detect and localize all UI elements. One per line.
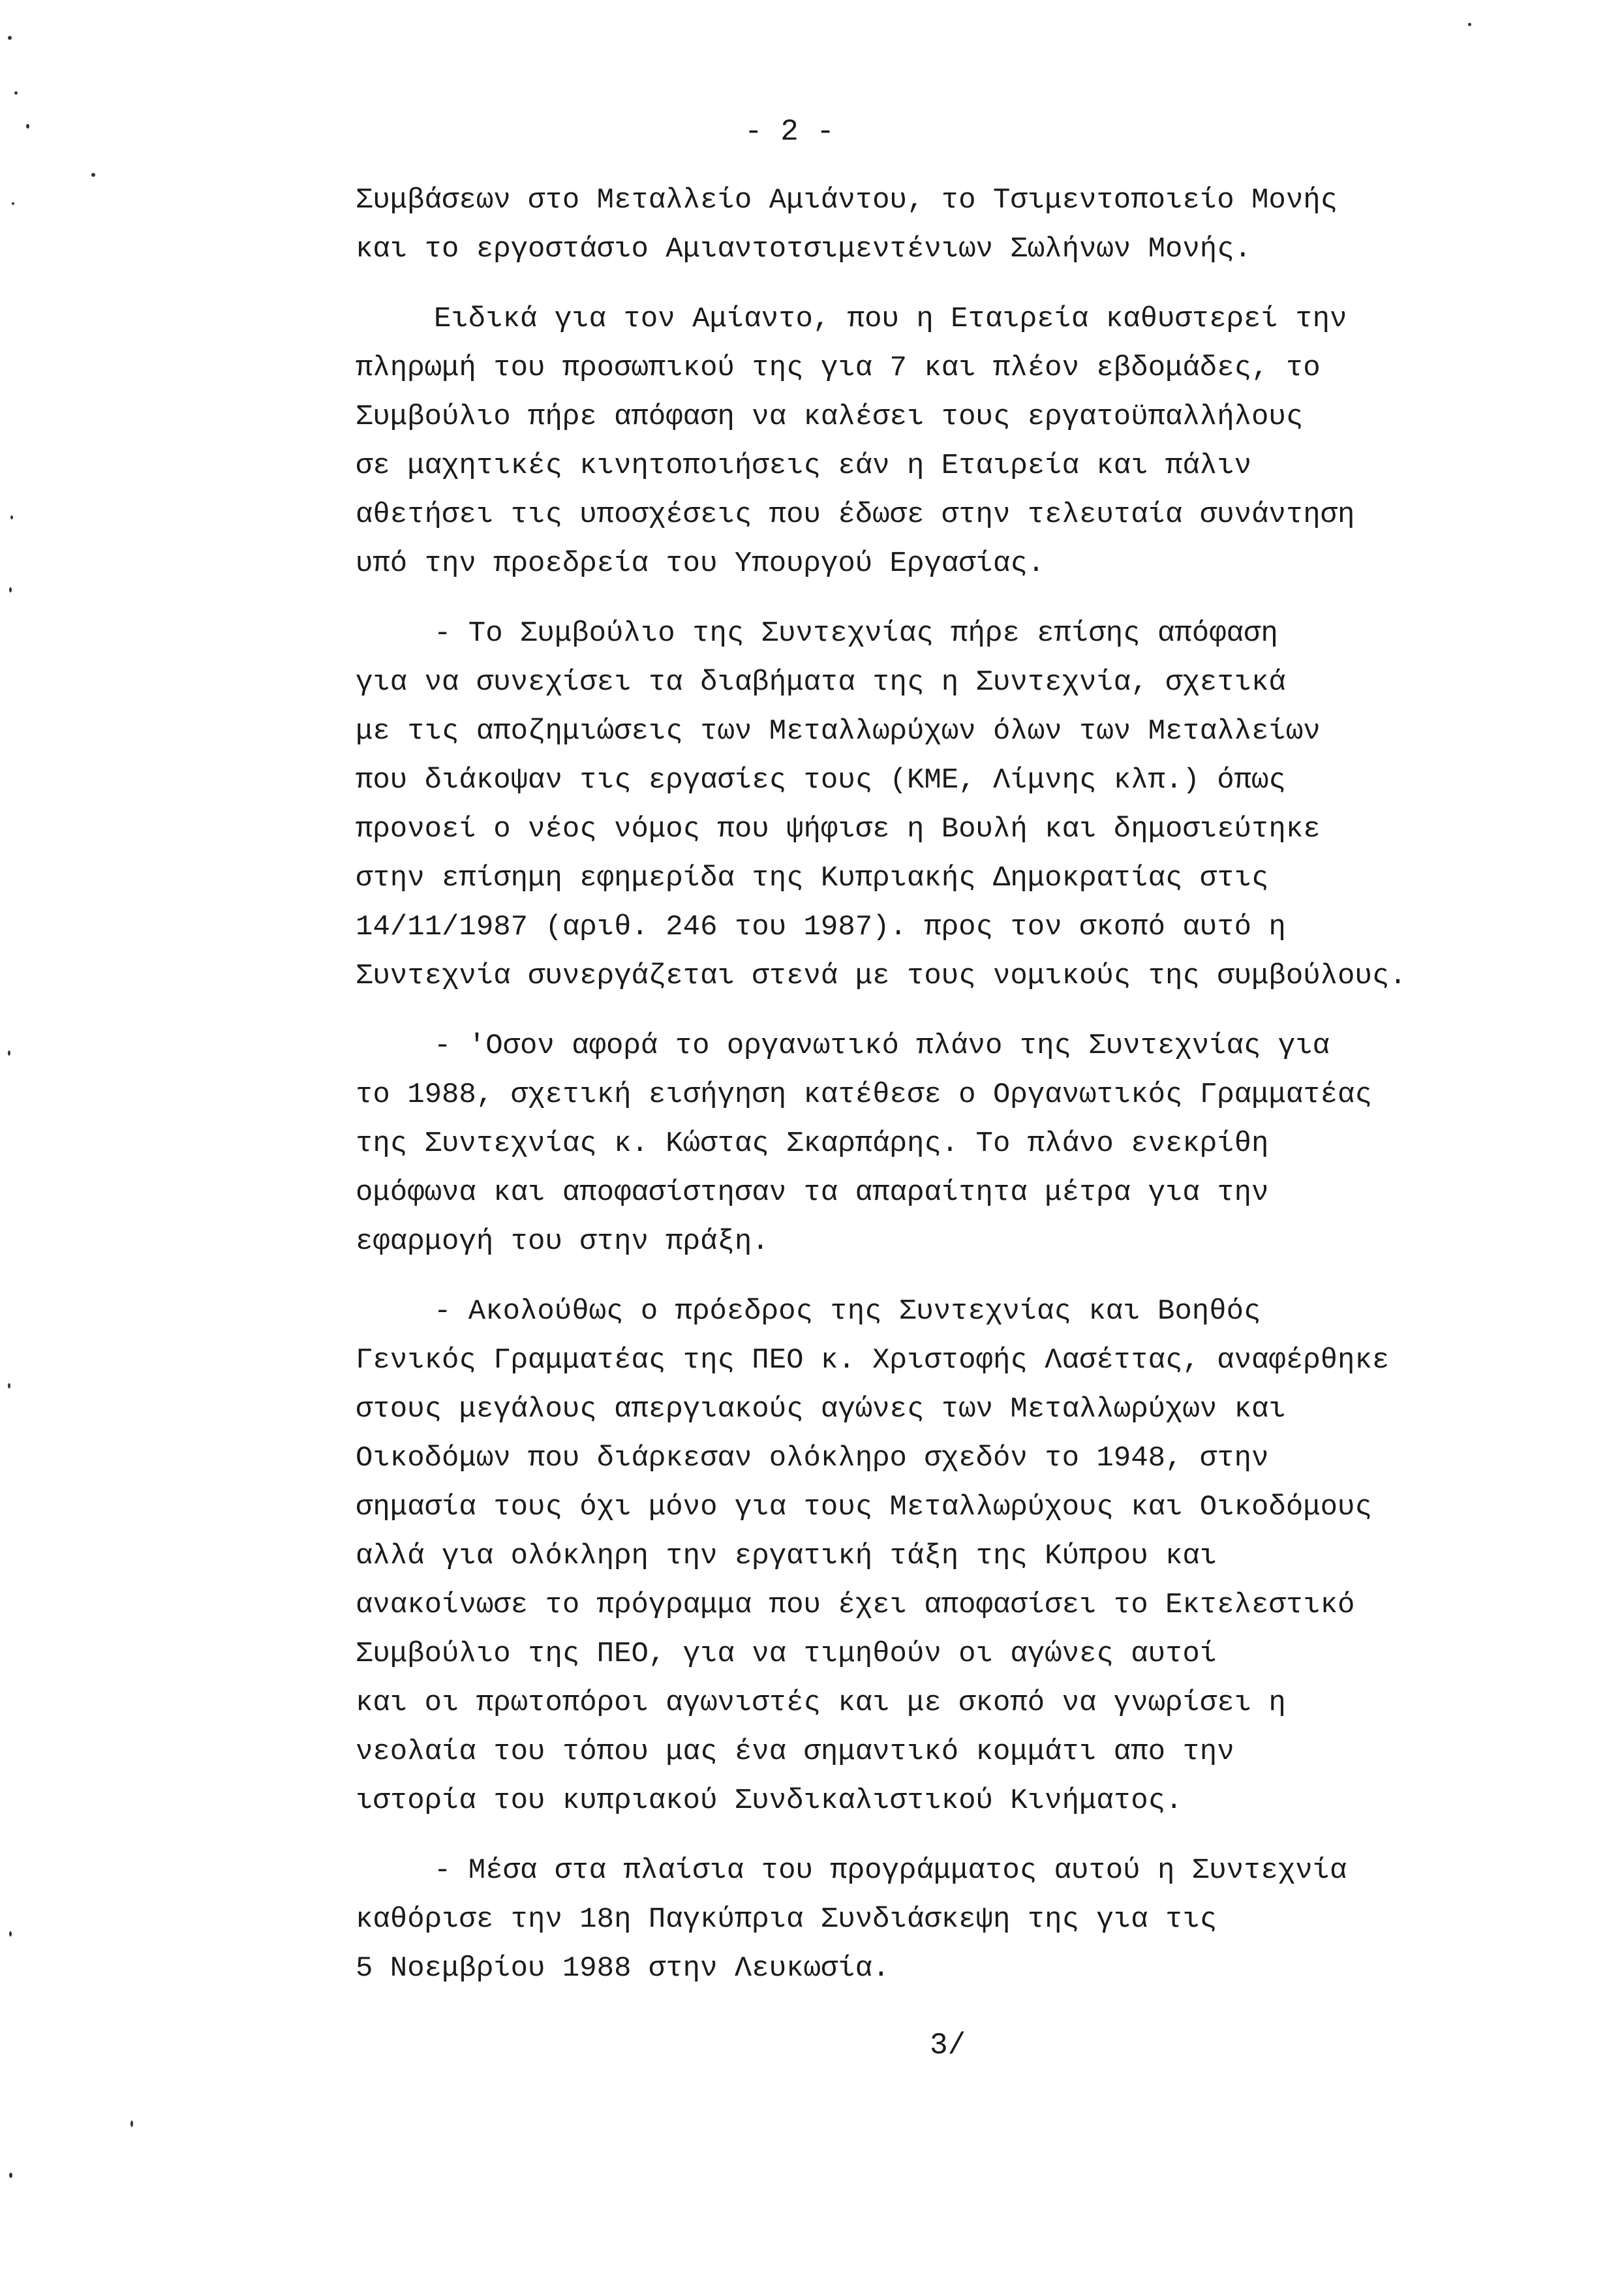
text-line: Γενικός Γραμματέας της ΠΕΟ κ. Χριστοφής Λασέττας, αναφέρθηκε <box>356 1344 1390 1377</box>
text-line: Συντεχνία συνεργάζεται στενά με τους νομικούς της συμβούλους. <box>356 960 1407 992</box>
paragraph-6 <box>356 1846 1582 1993</box>
text-line: ιστορία του κυπριακού Συνδικαλιστικού Κινήματος. <box>356 1784 1183 1817</box>
paragraph-3 <box>356 609 1582 1001</box>
text-line: Ειδικά για τον Αμίαντο, που η Εταιρεία καθυστερεί την <box>434 303 1347 335</box>
text-line: καθόρισε την 18η Παγκύπρια Συνδιάσκεψη της για τις <box>356 1903 1217 1936</box>
document-body <box>356 176 1582 2014</box>
text-line: αθετήσει τις υποσχέσεις που έδωσε στην τελευταία συνάντηση <box>356 498 1355 531</box>
scan-speck <box>91 173 95 177</box>
scan-speck <box>130 2120 133 2127</box>
page-number: - 2 - <box>744 115 835 149</box>
text-line: - Το Συμβούλιο της Συντεχνίας πήρε επίσης απόφαση <box>434 617 1278 650</box>
text-line: - Ακολούθως ο πρόεδρος της Συντεχνίας και Βοηθός <box>434 1295 1261 1328</box>
text-line: 5 Νοεμβρίου 1988 στην Λευκωσία. <box>356 1952 890 1985</box>
text-line: Οικοδόμων που διάρκεσαν ολόκληρο σχεδόν το 1948, στην <box>356 1442 1269 1475</box>
text-line: ομόφωνα και αποφασίστησαν τα απαραίτητα μέτρα για την <box>356 1176 1269 1209</box>
text-line: σημασία τους όχι μόνο για τους Μεταλλωρύχους και Οικοδόμους <box>356 1491 1372 1523</box>
scan-speck <box>9 1931 12 1936</box>
scan-speck <box>1468 23 1471 26</box>
scan-speck <box>8 36 12 40</box>
scan-speck <box>10 515 13 519</box>
text-line: της Συντεχνίας κ. Κώστας Σκαρπάρης. Το πλάνο ενεκρίθη <box>356 1127 1269 1160</box>
text-line: Συμβούλιο της ΠΕΟ, για να τιμηθούν οι αγώνες αυτοί <box>356 1638 1217 1670</box>
text-line: υπό την προεδρεία του Υπουργού Εργασίας. <box>356 547 1045 580</box>
paragraph-1 <box>356 176 1582 274</box>
scan-speck <box>12 202 14 205</box>
text-line: στην επίσημη εφημερίδα της Κυπριακής Δημοκρατίας στις <box>356 862 1269 895</box>
text-line: Συμβάσεων στο Μεταλλείο Αμιάντου, το Τσιμεντοποιείο Μονής <box>356 184 1338 217</box>
scan-speck <box>8 1050 10 1056</box>
paragraph-4 <box>356 1022 1582 1266</box>
text-line: αλλά για ολόκληρη την εργατική τάξη της Κύπρου και <box>356 1540 1217 1572</box>
text-line: και οι πρωτοπόροι αγωνιστές και με σκοπό να γνωρίσει η <box>356 1687 1286 1719</box>
text-line: στους μεγάλους απεργιακούς αγώνες των Μεταλλωρύχων και <box>356 1393 1286 1426</box>
text-line: 14/11/1987 (αριθ. 246 του 1987). προς τον σκοπό αυτό η <box>356 911 1286 943</box>
text-line: πληρωμή του προσωπικού της για 7 και πλέον εβδομάδες, το <box>356 352 1321 384</box>
text-line: Συμβούλιο πήρε απόφαση να καλέσει τους εργατοϋπαλλήλους <box>356 401 1304 433</box>
scan-speck <box>9 2173 12 2178</box>
paragraph-5 <box>356 1287 1582 1826</box>
text-line: και το εργοστάσιο Αμιαντοτσιμεντένιων Σωλήνων Μονής. <box>356 233 1252 266</box>
continuation-marker: 3/ <box>930 2028 966 2062</box>
text-line: σε μαχητικές κινητοποιήσεις εάν η Εταιρεία και πάλιν <box>356 450 1252 482</box>
scan-speck <box>9 587 12 592</box>
text-line: - 'Οσον αφορά το οργανωτικό πλάνο της Συντεχνίας για <box>434 1030 1330 1062</box>
text-line: για να συνεχίσει τα διαβήματα της η Συντεχνία, σχετικά <box>356 666 1286 699</box>
text-line: εφαρμογή του στην πράξη. <box>356 1225 769 1258</box>
text-line: με τις αποζημιώσεις των Μεταλλωρύχων όλων των Μεταλλείων <box>356 715 1321 748</box>
text-line: το 1988, σχετική εισήγηση κατέθεσε ο Οργανωτικός Γραμματέας <box>356 1079 1372 1111</box>
text-line: προνοεί ο νέος νόμος που ψήφισε η Βουλή και δημοσιεύτηκε <box>356 813 1321 846</box>
text-line: ανακοίνωσε το πρόγραμμα που έχει αποφασίσει το Εκτελεστικό <box>356 1589 1355 1621</box>
text-line: νεολαία του τόπου μας ένα σημαντικό κομμάτι απο την <box>356 1736 1234 1768</box>
paragraph-2 <box>356 295 1582 589</box>
scan-speck <box>26 124 29 129</box>
scan-speck <box>14 91 18 95</box>
text-line: που διάκοψαν τις εργασίες τους (ΚΜΕ, Λίμνης κλπ.) όπως <box>356 764 1286 797</box>
text-line: - Μέσα στα πλαίσια του προγράμματος αυτού η Συντεχνία <box>434 1854 1347 1887</box>
scan-speck <box>8 1383 10 1388</box>
